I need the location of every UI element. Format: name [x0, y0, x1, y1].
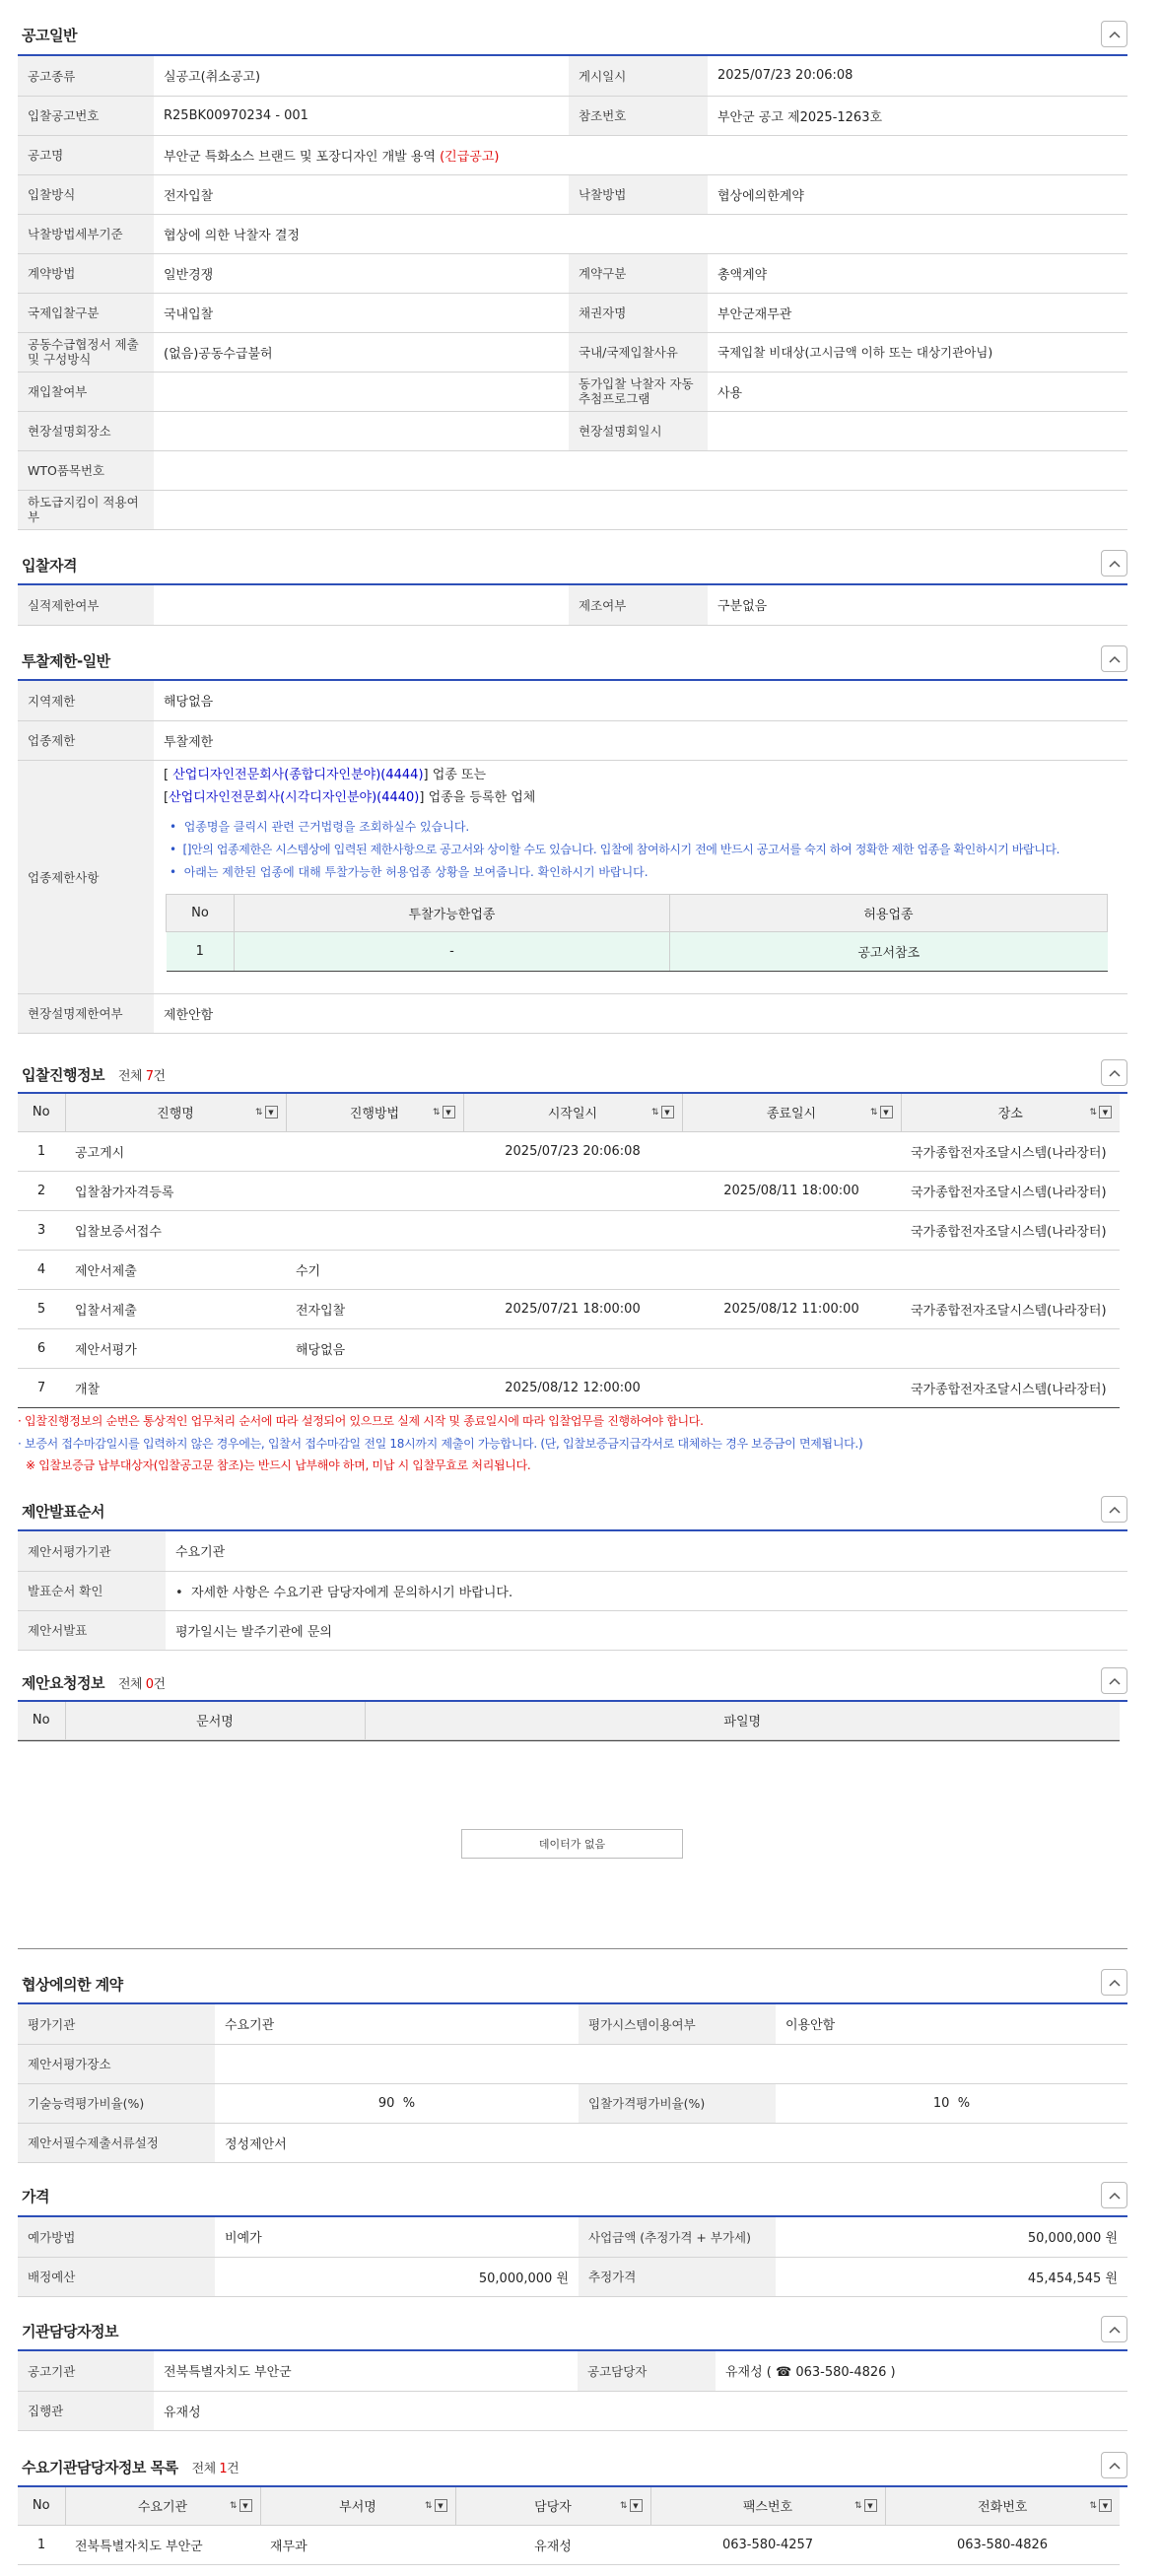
filter-dropdown-icon: ▼	[880, 1106, 893, 1119]
qualification-table: 실적제한여부 제조여부 구분없음	[18, 585, 1127, 626]
chevron-up-icon	[1109, 2192, 1121, 2200]
section-title-qualification: 입찰자격	[22, 557, 77, 575]
progress-total: 전체 7건	[117, 1069, 166, 1084]
progress-note-3: ※ 입찰보증금 납부대상자(입찰공고문 참조)는 반드시 납부해야 하며, 미납 시 입찰무효로 처리됩니다.	[26, 1458, 531, 1472]
collapse-presentation-button[interactable]	[1101, 1496, 1127, 1523]
table-row: 1 - 공고서참조	[167, 932, 1108, 972]
table-row: 6 제안서평가 해당없음	[18, 1328, 1120, 1368]
table-row: 7 개찰 2025/08/12 12:00:00 국가종합전자조달시스템(나라장터)	[18, 1368, 1120, 1407]
col-header-start[interactable]: 시작일시 ⇅ ▼	[463, 1094, 682, 1131]
sort-icon: ⇅	[1089, 1107, 1097, 1118]
collapse-demand-button[interactable]	[1101, 2452, 1127, 2478]
col-header-fax[interactable]: 팩스번호 ⇅ ▼	[650, 2487, 885, 2525]
row-notice-type: 공고종류 실공고(취소공고) 게시일시 2025/07/23 20:06:08	[18, 56, 1127, 96]
collapse-progress-button[interactable]	[1101, 1059, 1127, 1086]
industry-line-1: [ 산업디자인전문회사(종합디자인분야)(4444)] 업종 또는	[164, 768, 487, 782]
chevron-up-icon	[1109, 1506, 1121, 1514]
urgent-badge: (긴급공고)	[440, 149, 500, 165]
section-title-proposal-request: 제안요청정보 전체 0건	[22, 1674, 166, 1692]
presentation-table: 제안서평가기관 수요기관 발표순서 확인 • 자세한 사항은 수요기관 담당자에게 문의하시기 바랍니다. 제안서발표 평가일시는 발주기관에 문의	[18, 1531, 1127, 1651]
chevron-up-icon	[1109, 1979, 1121, 1987]
filter-dropdown-icon: ▼	[1099, 1106, 1112, 1119]
filter-dropdown-icon: ▼	[265, 1106, 278, 1119]
filter-dropdown-icon: ▼	[1099, 2499, 1112, 2512]
demand-total: 전체 1건	[191, 2462, 239, 2476]
proposal-total: 전체 0건	[117, 1677, 166, 1692]
table-row: 3 입찰보증서접수 국가종합전자조달시스템(나라장터)	[18, 1210, 1120, 1250]
section-title-price: 가격	[22, 2188, 49, 2205]
collapse-restriction-button[interactable]	[1101, 645, 1127, 672]
proposal-table: No 문서명 파일명	[18, 1702, 1120, 1740]
negotiation-table: 평가기관 수요기관 평가시스템이용여부 이용안함 제안서평가장소 기술능력평가비율(%) 90 % 입찰가격평가비율(%) 10 % 제안서필수제출서류설정 정성제안서	[18, 2004, 1127, 2163]
table-row: 2 입찰참가자격등록 2025/08/11 18:00:00 국가종합전자조달시스템(나라장터)	[18, 1171, 1120, 1210]
chevron-up-icon	[1109, 2326, 1121, 2334]
general-info-table: 공고종류 실공고(취소공고) 게시일시 2025/07/23 20:06:08 입찰공고번호 R25BK00970234 - 001 참조번호 부안군 공고 제2025-1263호 공고명 부안군 특화소스 브랜드 및 포장디자인 개발 용역 (긴급공고) 입찰방식 전자입찰 낙찰방법 협상에의한계약 낙찰방법세부기준 협상에 의한 낙찰자 결정 계약방법 일반경쟁 계약구분 총액계약 국제입찰구분 국내입찰 채권자명 부안군재무관 공동수급협정서 제출 및 구성방식 (없음)공동수급불허 국내/국제입찰사유 국제입찰 비대상(고시금액 이하 또는 대상기관아님) 재입찰여부 동가입찰 낙찰자 자동추첨프로그램 사용 현장설명회장소 현장설명회일시 WTO품목번호 하도급지킴이 적용여부	[18, 56, 1127, 530]
collapse-agency-button[interactable]	[1101, 2316, 1127, 2342]
collapse-general-button[interactable]	[1101, 21, 1127, 47]
col-header-demand-agency[interactable]: 수요기관 ⇅ ▼	[65, 2487, 260, 2525]
section-title-demand-contacts: 수요기관담당자정보 목록 전체 1건	[22, 2459, 239, 2476]
industry-link-4440[interactable]: 산업디자인전문회사(시각디자인분야)(4440)	[169, 790, 420, 805]
industry-link-4444[interactable]: 산업디자인전문회사(종합디자인분야)(4444)	[172, 768, 424, 782]
demand-contacts-table: No 수요기관 ⇅ ▼ 부서명 ⇅ ▼ 담당자 ⇅ ▼ 팩스번호 ⇅ ▼ 전화번호 ⇅ ▼ 1 전북특별자치도 부안군 재무과 유재성 063-580-4257 063-580-4826	[18, 2487, 1120, 2565]
filter-dropdown-icon: ▼	[239, 2499, 252, 2512]
chevron-up-icon	[1109, 1069, 1121, 1077]
collapse-qualification-button[interactable]	[1101, 550, 1127, 576]
empty-data-message: 데이터가 없음	[461, 1829, 683, 1859]
col-header-department[interactable]: 부서명 ⇅ ▼	[260, 2487, 455, 2525]
sort-icon: ⇅	[869, 1107, 878, 1118]
sort-icon: ⇅	[619, 2500, 628, 2511]
collapse-price-button[interactable]	[1101, 2182, 1127, 2208]
chevron-up-icon	[1109, 1677, 1121, 1685]
filter-dropdown-icon: ▼	[630, 2499, 643, 2512]
sort-icon: ⇅	[853, 2500, 862, 2511]
filter-dropdown-icon: ▼	[661, 1106, 674, 1119]
sort-icon: ⇅	[1089, 2500, 1097, 2511]
restriction-note-2: • []안의 업종제한은 시스템상에 입력된 제한사항으로 공고서와 상이할 수도 있습니다. 입찰에 참여하시기 전에 반드시 공고서를 숙지 하여 정확한 제한 업종을 확인하시기 바랍니다.	[170, 843, 1060, 856]
progress-note-2: · 보증서 접수마감일시를 입력하지 않은 경우에는, 입찰서 접수마감일 전일 18시까지 제출이 가능합니다. (단, 입찰보증금지급각서로 대체하는 경우 보증금이 면제됩니다.)	[18, 1437, 863, 1451]
col-header-stage[interactable]: 진행명 ⇅ ▼	[65, 1094, 286, 1131]
sort-icon: ⇅	[650, 1107, 659, 1118]
sort-icon: ⇅	[432, 1107, 441, 1118]
filter-dropdown-icon: ▼	[864, 2499, 877, 2512]
restriction-note-3: • 아래는 제한된 업종에 대해 투찰가능한 허용업종 상황을 보여줍니다. 확인하시기 바랍니다.	[170, 865, 648, 879]
table-row: 4 제안서제출 수기	[18, 1250, 1120, 1289]
allowed-industry-table: No 투찰가능한업종 허용업종 1 - 공고서참조	[166, 894, 1108, 972]
sort-icon: ⇅	[424, 2500, 433, 2511]
col-header-phone[interactable]: 전화번호 ⇅ ▼	[885, 2487, 1120, 2525]
table-row: 1 공고게시 2025/07/23 20:06:08 국가종합전자조달시스템(나라장터)	[18, 1131, 1120, 1171]
progress-note-1: · 입찰진행정보의 순번은 통상적인 업무처리 순서에 따라 설정되어 있으므로 실제 시작 및 종료일시에 따라 입찰업무를 진행하여야 합니다.	[18, 1414, 704, 1428]
section-title-general: 공고일반	[22, 27, 77, 44]
restriction-table: 지역제한 해당없음 업종제한 투찰제한 업종제한사항 현장설명제한여부 제한안함	[18, 681, 1127, 1034]
sort-icon: ⇅	[254, 1107, 263, 1118]
progress-table: No 진행명 ⇅ ▼ 진행방법 ⇅ ▼ 시작일시 ⇅ ▼ 종료일시 ⇅ ▼ 장소 ⇅ ▼ 1 공고게시 2025/07/23 20:06:08 국가종합전자조달시스템(나라장터) 2 입찰참가자격등록 2025/08/11 18:00:00 국가종합전자조달시스템(나라장터) 3 입찰보증서접수 국가종합전자조달시스템(나라장터) 4 제안서제출 수기 5 입찰서제출 전자입찰 2025/07/21 18:00:00 2025/08/12 11:00:00 국가종합전자조달시스템(나라장터) 6 제안서평가 해당없음 7 개찰 2025/08/12 12:00:00 국가종합전자조달시스템(나라장터)	[18, 1094, 1120, 1408]
section-title-negotiation: 협상에의한 계약	[22, 1976, 123, 1994]
section-title-presentation: 제안발표순서	[22, 1503, 104, 1521]
price-table: 예가방법 비예가 사업금액 (추정가격 + 부가세) 50,000,000 원 배정예산 50,000,000 원 추정가격 45,454,545 원	[18, 2217, 1127, 2297]
industry-line-2: [산업디자인전문회사(시각디자인분야)(4440)] 업종을 등록한 업체	[164, 790, 536, 805]
table-row: 1 전북특별자치도 부안군 재무과 유재성 063-580-4257 063-580-4826	[18, 2525, 1120, 2564]
chevron-up-icon	[1109, 655, 1121, 663]
collapse-proposal-button[interactable]	[1101, 1667, 1127, 1694]
col-header-manager[interactable]: 담당자 ⇅ ▼	[455, 2487, 650, 2525]
row-notice-name: 공고명 부안군 특화소스 브랜드 및 포장디자인 개발 용역 (긴급공고)	[18, 135, 1127, 174]
section-title-progress: 입찰진행정보 전체 7건	[22, 1066, 166, 1084]
filter-dropdown-icon: ▼	[435, 2499, 447, 2512]
collapse-negotiation-button[interactable]	[1101, 1969, 1127, 1996]
row-notice-number: 입찰공고번호 R25BK00970234 - 001 참조번호 부안군 공고 제2025-1263호	[18, 96, 1127, 135]
section-title-agency-contact: 기관담당자정보	[22, 2323, 118, 2340]
table-row: 5 입찰서제출 전자입찰 2025/07/21 18:00:00 2025/08/12 11:00:00 국가종합전자조달시스템(나라장터)	[18, 1289, 1120, 1328]
sort-icon: ⇅	[229, 2500, 238, 2511]
contact-phone: 유재성 ( ☎ 063-580-4826 )	[716, 2351, 1127, 2391]
chevron-up-icon	[1109, 31, 1121, 38]
restriction-note-1: • 업종명을 클릭시 관련 근거법령을 조회하실수 있습니다.	[170, 820, 470, 834]
col-header-place[interactable]: 장소 ⇅ ▼	[901, 1094, 1120, 1131]
agency-table: 공고기관 전북특별자치도 부안군 공고담당자 유재성 ( ☎ 063-580-4826 ) 집행관 유재성	[18, 2351, 1127, 2431]
col-header-method[interactable]: 진행방법 ⇅ ▼	[286, 1094, 463, 1131]
chevron-up-icon	[1109, 560, 1121, 568]
chevron-up-icon	[1109, 2462, 1121, 2470]
col-header-end[interactable]: 종료일시 ⇅ ▼	[682, 1094, 901, 1131]
filter-dropdown-icon: ▼	[443, 1106, 455, 1119]
section-title-restriction: 투찰제한-일반	[22, 652, 110, 670]
notice-name: 부안군 특화소스 브랜드 및 포장디자인 개발 용역	[164, 149, 441, 165]
